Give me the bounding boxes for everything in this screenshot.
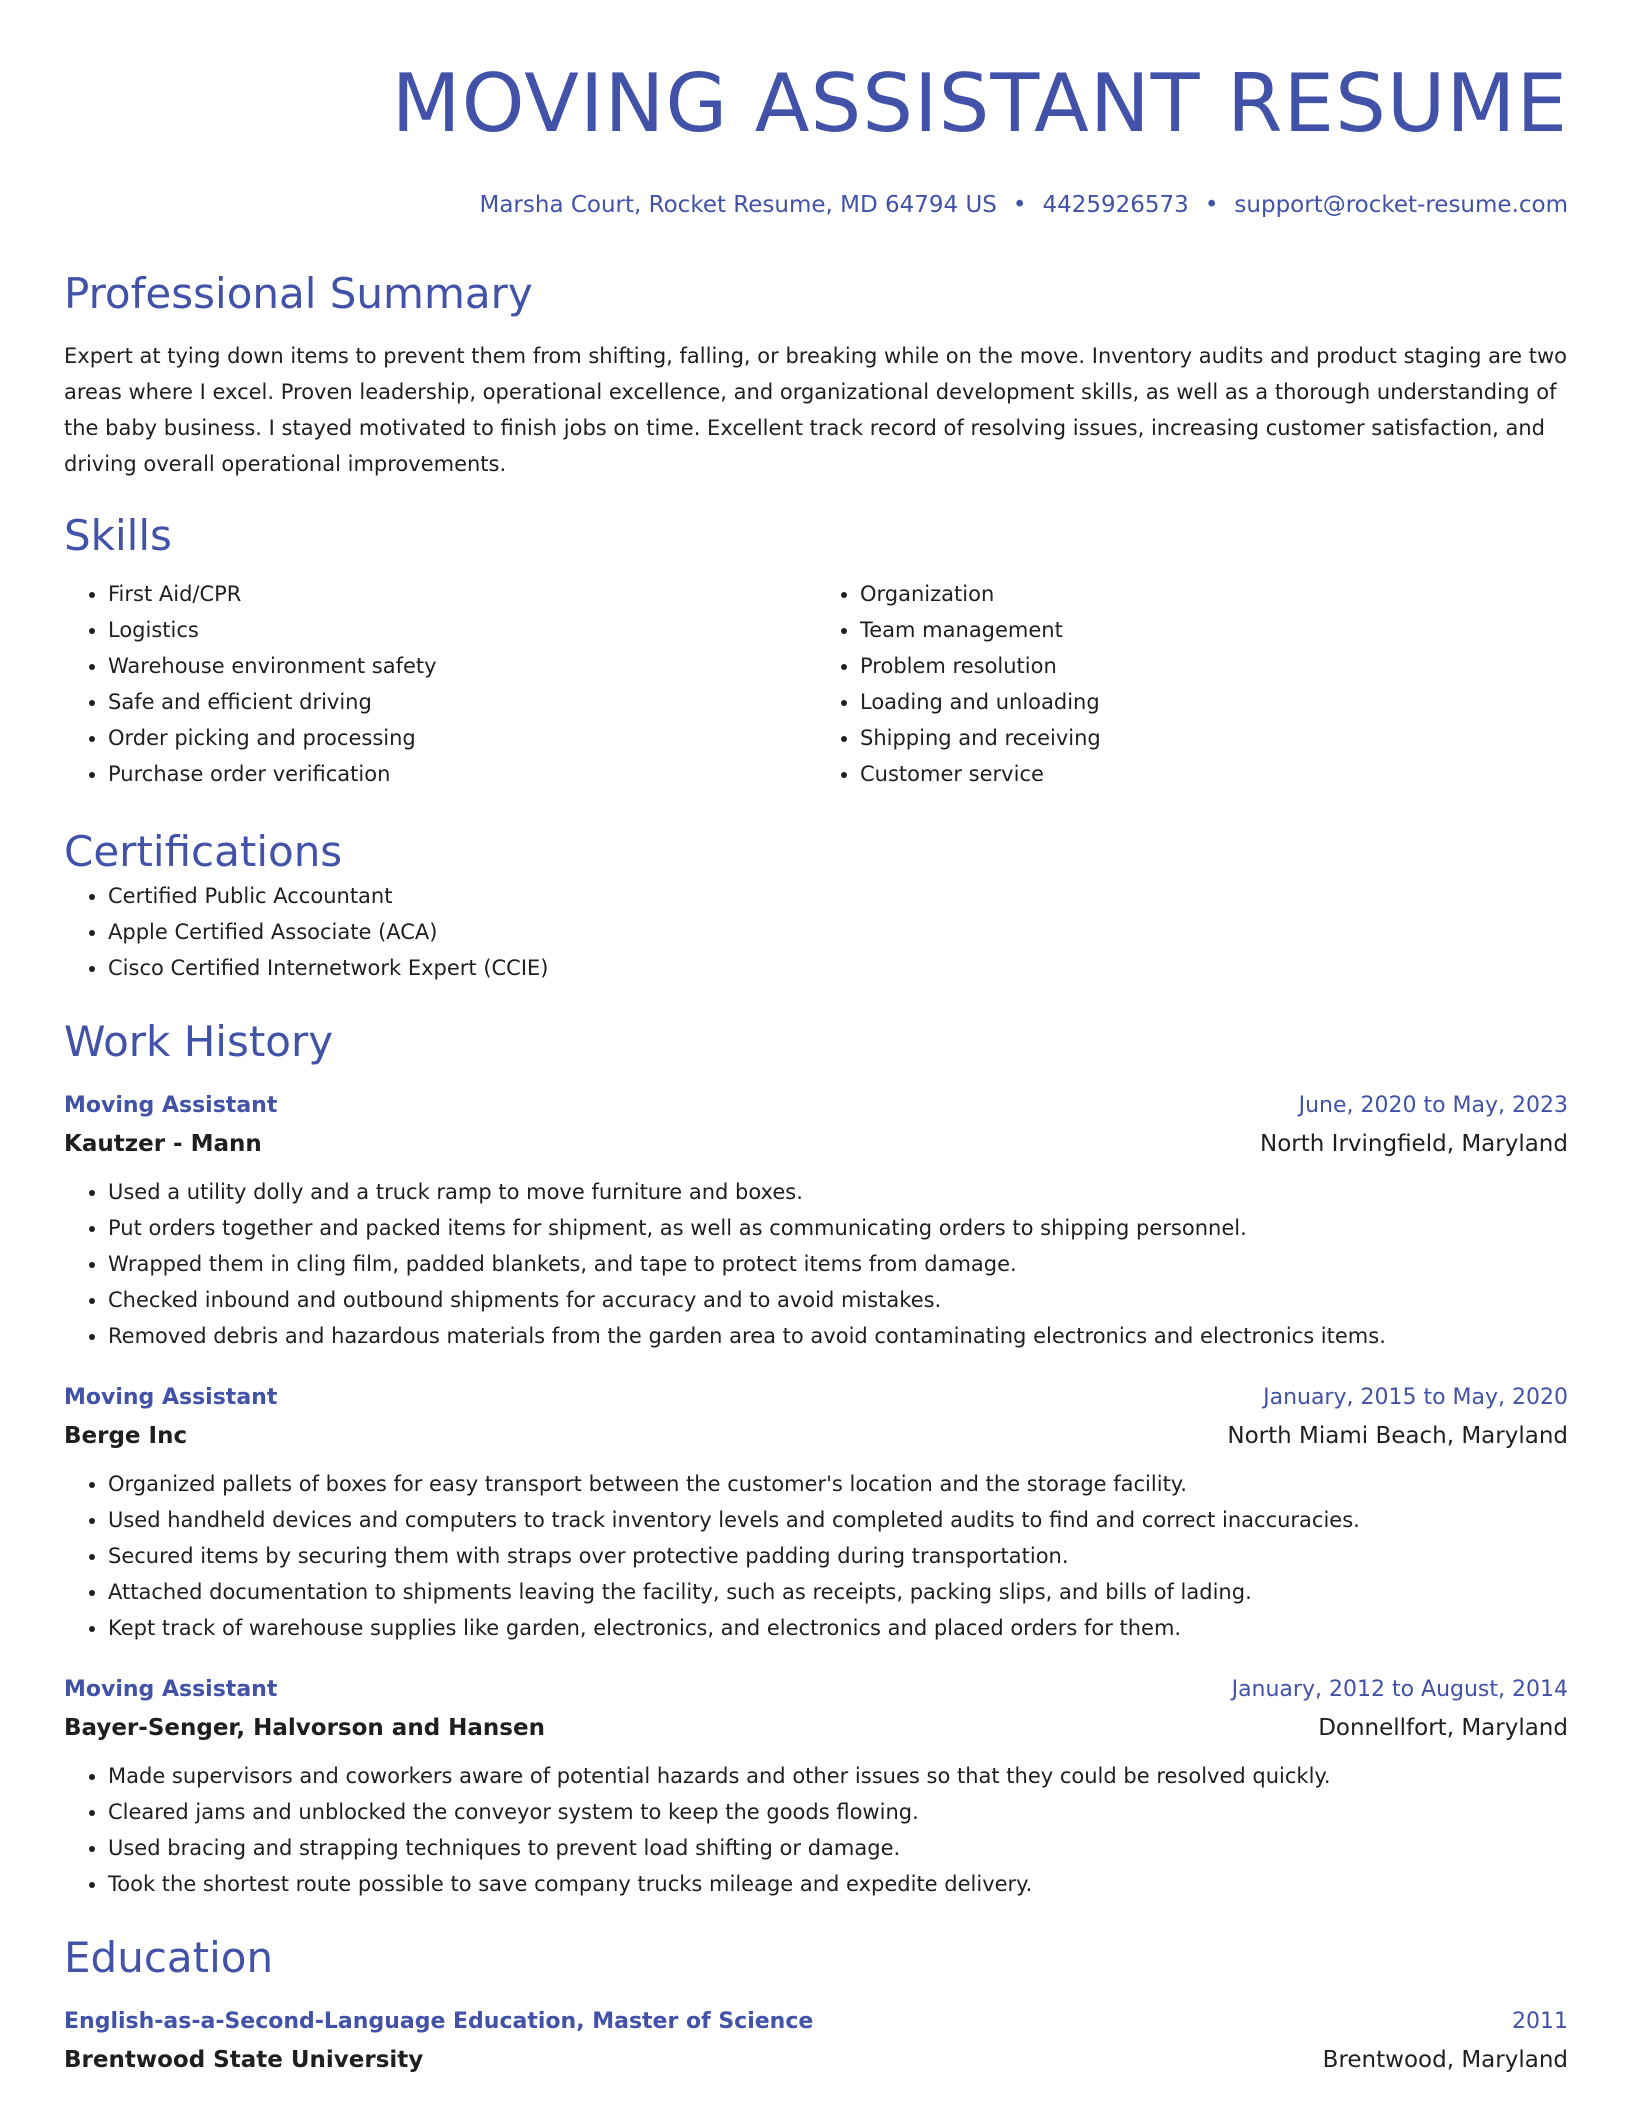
skill-item: • Loading and unloading [860,684,1568,720]
skill-item: • Purchase order verification [108,756,816,792]
job-location: North Miami Beach, Maryland [1227,1423,1568,1449]
contact-line [64,190,1568,220]
work-history-heading: Work History [64,1017,334,1066]
job-company-row [64,1416,1568,1456]
skill-item: • Problem resolution [860,648,1568,684]
job-company-row [64,1708,1568,1748]
summary-heading: Professional Summary [64,269,533,318]
job-header-row [64,1672,1568,1708]
skill-item: • Logistics [108,612,816,648]
job-bullet: • Checked inbound and outbound shipments for accuracy and to avoid mistakes. [108,1282,1568,1318]
skills-grid [64,576,1568,792]
job-title: Moving Assistant [64,1677,278,1702]
contact-phone: 4425926573 [1042,192,1189,218]
job-title: Moving Assistant [64,1093,278,1118]
contact-separator: • [1204,192,1219,218]
job-bullet: • Used a utility dolly and a truck ramp to move furniture and boxes. [108,1174,1568,1210]
education-header-row [64,2004,1568,2040]
skill-item: • First Aid/CPR [108,576,816,612]
contact-address: Marsha Court, Rocket Resume, MD 64794 US [479,192,997,218]
job-bullet: • Took the shortest route possible to save company trucks mileage and expedite delivery. [108,1866,1568,1902]
job-company: Bayer-Senger, Halvorson and Hansen [64,1715,545,1741]
job-bullet: • Organized pallets of boxes for easy transport between the customer's location and the storage facility. [108,1466,1568,1502]
certification-item: • Cisco Certified Internetwork Expert (CCIE) [108,950,1568,986]
job-bullet: • Attached documentation to shipments leaving the facility, such as receipts, packing slips, and bills of lading. [108,1574,1568,1610]
job-bullet: • Removed debris and hazardous materials from the garden area to avoid contaminating electronics and electronics items. [108,1318,1568,1354]
job-company: Berge Inc [64,1423,188,1449]
education-school: Brentwood State University [64,2047,424,2073]
contact-separator: • [1012,192,1027,218]
skill-item: • Warehouse environment safety [108,648,816,684]
education-school-row [64,2040,1568,2080]
job-bullets [64,1466,1568,1646]
job-bullet: • Made supervisors and coworkers aware of potential hazards and other issues so that they could be resolved quickly. [108,1758,1568,1794]
education-entry [64,2004,1568,2080]
education-location: Brentwood, Maryland [1322,2047,1568,2073]
skill-item: • Customer service [860,756,1568,792]
job-bullet: • Wrapped them in cling film, padded blankets, and tape to protect items from damage. [108,1246,1568,1282]
job-bullet: • Secured items by securing them with straps over protective padding during transportation. [108,1538,1568,1574]
skill-item: • Team management [860,612,1568,648]
job-header-row [64,1380,1568,1416]
job-dates: June, 2020 to May, 2023 [1298,1093,1568,1118]
skills-list-left [64,576,816,792]
job-bullets [64,1174,1568,1354]
education-year: 2011 [1512,2009,1568,2034]
job-location: North Irvingfield, Maryland [1260,1131,1568,1157]
skills-list-right [816,576,1568,792]
education-heading: Education [64,1933,274,1982]
job-bullet: • Used bracing and strapping techniques to prevent load shifting or damage. [108,1830,1568,1866]
job-header-row [64,1088,1568,1124]
job-company-row [64,1124,1568,1164]
job-company: Kautzer - Mann [64,1131,262,1157]
education-degree: English-as-a-Second-Language Education, Master of Science [64,2009,814,2034]
certifications-heading: Certifications [64,827,343,876]
contact-email: support@rocket-resume.com [1234,192,1568,218]
job-bullet: • Cleared jams and unblocked the conveyor system to keep the goods flowing. [108,1794,1568,1830]
job-entry [64,1380,1568,1646]
job-entry [64,1672,1568,1902]
resume-title: MOVING ASSISTANT RESUME [391,57,1568,150]
job-bullets [64,1758,1568,1902]
job-bullet: • Used handheld devices and computers to track inventory levels and completed audits to find and correct inaccuracies. [108,1502,1568,1538]
job-entry [64,1088,1568,1354]
job-dates: January, 2015 to May, 2020 [1263,1385,1568,1410]
job-location: Donnellfort, Maryland [1318,1715,1568,1741]
skill-item: • Safe and efficient driving [108,684,816,720]
certification-item: • Certified Public Accountant [108,878,1568,914]
job-dates: January, 2012 to August, 2014 [1231,1677,1568,1702]
certifications-list [64,878,1568,986]
certification-item: • Apple Certified Associate (ACA) [108,914,1568,950]
job-bullet: • Kept track of warehouse supplies like garden, electronics, and electronics and placed orders for them. [108,1610,1568,1646]
summary-text: Expert at tying down items to prevent them from shifting, falling, or breaking while on the move. Inventory audits and product staging are two areas where I excel. Proven leadership, operational excellence, and organizational development skills, as well as a thorough understanding of the baby business. I stayed motivated to finish jobs on time. Excellent track record of resolving issues, increasing customer satisfaction, and driving overall operational improvements. [64,344,1567,476]
skills-heading: Skills [64,511,172,560]
skill-item: • Shipping and receiving [860,720,1568,756]
resume-header [64,0,1568,220]
skill-item: • Organization [860,576,1568,612]
skill-item: • Order picking and processing [108,720,816,756]
job-bullet: • Put orders together and packed items for shipment, as well as communicating orders to shipping personnel. [108,1210,1568,1246]
job-title: Moving Assistant [64,1385,278,1410]
